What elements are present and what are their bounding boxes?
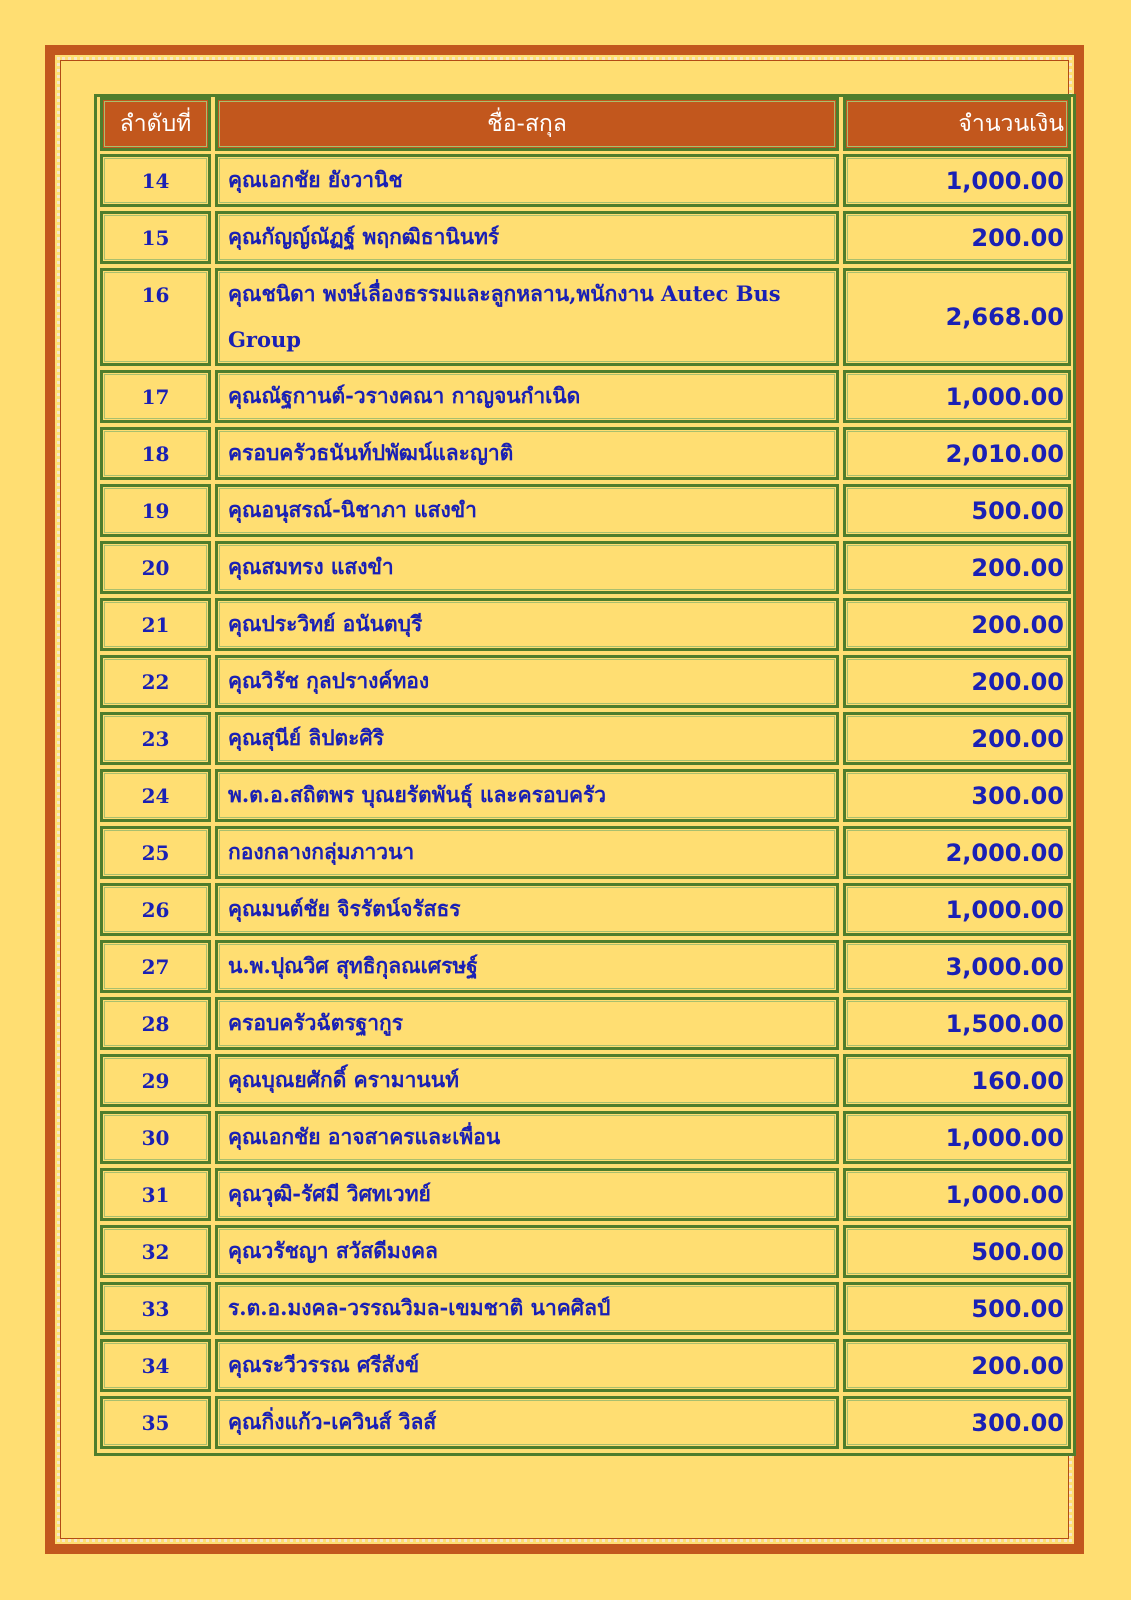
donor-name: คุณเอกชัย อาจสาครและเพื่อน xyxy=(228,1124,501,1149)
table-row xyxy=(97,769,1073,822)
row-number-cell xyxy=(100,883,211,936)
header-cell-amount xyxy=(843,97,1071,151)
table-row xyxy=(97,1168,1073,1221)
row-number: 30 xyxy=(141,1126,170,1150)
table-row xyxy=(97,1339,1073,1392)
donor-name-cell xyxy=(215,370,839,423)
row-number-cell xyxy=(100,370,211,423)
row-number: 27 xyxy=(141,955,170,979)
donor-name: น.พ.ปุณวิศ สุทธิกุลณเศรษฐ์ xyxy=(228,953,478,978)
donor-name: คุณบุณยศักดิ์ ครามานนท์ xyxy=(228,1067,459,1092)
donation-amount-cell xyxy=(843,541,1071,594)
row-number-cell xyxy=(100,712,211,765)
donor-name-cell xyxy=(215,541,839,594)
row-number-cell xyxy=(100,769,211,822)
table-row xyxy=(97,826,1073,879)
donation-amount: 2,010.00 xyxy=(945,439,1064,468)
row-number: 25 xyxy=(141,841,170,865)
donor-name: ครอบครัวฉัตรฐากูร xyxy=(228,1010,403,1035)
table-row xyxy=(97,940,1073,993)
table-row xyxy=(97,1111,1073,1164)
row-number-cell xyxy=(100,1225,211,1278)
donor-name-cell xyxy=(215,940,839,993)
donor-name-cell xyxy=(215,1396,839,1449)
donation-amount-cell xyxy=(843,712,1071,765)
table-row xyxy=(97,712,1073,765)
donor-name: คุณวรัชญา สวัสดีมงคล xyxy=(228,1238,438,1263)
donation-amount-cell xyxy=(843,370,1071,423)
donation-amount-cell xyxy=(843,598,1071,651)
donor-name-cell xyxy=(215,211,839,264)
table-row xyxy=(97,883,1073,936)
donation-amount-cell xyxy=(843,1225,1071,1278)
donation-amount: 500.00 xyxy=(971,1237,1064,1266)
row-number-cell xyxy=(100,541,211,594)
row-number-cell xyxy=(100,997,211,1050)
row-number-cell xyxy=(100,1168,211,1221)
table-row xyxy=(97,370,1073,423)
table-header-row xyxy=(97,97,1073,151)
donor-name-cell xyxy=(215,769,839,822)
donor-name: คุณกัญญ์ณัฏฐ์ พฤกฒิธานินทร์ xyxy=(228,224,500,249)
donation-amount: 2,668.00 xyxy=(945,303,1064,331)
donation-amount-cell xyxy=(843,1111,1071,1164)
donor-name: คุณวิรัช กุลปรางค์ทอง xyxy=(228,668,430,693)
donation-amount: 1,000.00 xyxy=(945,895,1064,924)
row-number-cell xyxy=(100,484,211,537)
donor-name-cell xyxy=(215,427,839,480)
row-number-cell xyxy=(100,268,211,366)
donation-amount-cell xyxy=(843,883,1071,936)
row-number-cell xyxy=(100,1054,211,1107)
row-number-cell xyxy=(100,154,211,207)
donor-name: คุณเอกชัย ยังวานิช xyxy=(228,167,403,192)
table-row xyxy=(97,655,1073,708)
donor-name: ครอบครัวธนันท์ปพัฒน์และญาติ xyxy=(228,440,514,465)
donor-name: คุณณัฐกานต์-วรางคณา กาญจนกำเนิด xyxy=(228,383,581,408)
donation-amount-cell xyxy=(843,769,1071,822)
donor-name-cell xyxy=(215,883,839,936)
donation-amount: 160.00 xyxy=(971,1066,1064,1095)
table-row xyxy=(97,427,1073,480)
table-row xyxy=(97,1225,1073,1278)
row-number: 18 xyxy=(141,442,170,466)
donation-amount-cell xyxy=(843,154,1071,207)
table-row xyxy=(97,268,1073,366)
row-number-cell xyxy=(100,598,211,651)
row-number-cell xyxy=(100,1111,211,1164)
donation-amount: 1,000.00 xyxy=(945,1180,1064,1209)
donation-amount: 200.00 xyxy=(971,667,1064,696)
row-number: 15 xyxy=(141,226,170,250)
donation-amount-cell xyxy=(843,484,1071,537)
donor-name-cell xyxy=(215,655,839,708)
donation-amount-cell xyxy=(843,268,1071,366)
header-amount-label: จำนวนเงิน xyxy=(958,111,1064,137)
row-number: 24 xyxy=(141,784,170,808)
row-number: 34 xyxy=(141,1354,170,1378)
table-row xyxy=(97,484,1073,537)
row-number-cell xyxy=(100,940,211,993)
row-number: 31 xyxy=(141,1183,170,1207)
donation-amount: 200.00 xyxy=(971,610,1064,639)
donation-amount: 1,500.00 xyxy=(945,1009,1064,1038)
donor-name-cell xyxy=(215,268,839,366)
row-number-cell xyxy=(100,1396,211,1449)
donor-name: คุณสุนีย์ ลิปตะศิริ xyxy=(228,725,385,750)
donation-amount: 200.00 xyxy=(971,223,1064,252)
row-number: 29 xyxy=(141,1069,170,1093)
donor-name-cell xyxy=(215,598,839,651)
donor-name: คุณกิ่งแก้ว-เควินส์ วิลส์ xyxy=(228,1409,437,1434)
row-number: 21 xyxy=(141,613,170,637)
row-number-cell xyxy=(100,655,211,708)
donor-name-cell xyxy=(215,154,839,207)
donor-name: คุณอนุสรณ์-นิชาภา แสงขำ xyxy=(228,497,477,522)
row-number-cell xyxy=(100,211,211,264)
donation-amount-cell xyxy=(843,427,1071,480)
donation-amount-cell xyxy=(843,1396,1071,1449)
row-number: 33 xyxy=(141,1297,170,1321)
table-row xyxy=(97,997,1073,1050)
row-number: 32 xyxy=(141,1240,170,1264)
donation-amount: 300.00 xyxy=(971,781,1064,810)
donor-name-cell xyxy=(215,1339,839,1392)
donation-amount-cell xyxy=(843,1282,1071,1335)
donor-name: กองกลางกลุ่มภาวนา xyxy=(228,839,415,864)
header-cell-order xyxy=(100,97,211,151)
donation-amount: 2,000.00 xyxy=(945,838,1064,867)
row-number: 20 xyxy=(141,556,170,580)
donor-name-cell xyxy=(215,997,839,1050)
donor-name-cell xyxy=(215,1111,839,1164)
table-row xyxy=(97,154,1073,207)
donor-name: ร.ต.อ.มงคล-วรรณวิมล-เขมชาติ นาคศิลป์ xyxy=(228,1295,611,1320)
table-row xyxy=(97,541,1073,594)
donor-name-cell xyxy=(215,826,839,879)
row-number: 35 xyxy=(141,1411,170,1435)
donation-amount: 1,000.00 xyxy=(945,382,1064,411)
row-number: 22 xyxy=(141,670,170,694)
donor-name: คุณมนต์ชัย จิรรัตน์จรัสธร xyxy=(228,896,461,921)
row-number-cell xyxy=(100,826,211,879)
donor-name-cell xyxy=(215,1225,839,1278)
donation-amount-cell xyxy=(843,655,1071,708)
donation-amount-cell xyxy=(843,1339,1071,1392)
donation-amount: 500.00 xyxy=(971,1294,1064,1323)
donor-name-cell xyxy=(215,1168,839,1221)
row-number: 16 xyxy=(141,283,170,307)
donation-amount-cell xyxy=(843,940,1071,993)
donation-amount: 500.00 xyxy=(971,496,1064,525)
row-number: 23 xyxy=(141,727,170,751)
donor-name: คุณประวิทย์ อนันตบุรี xyxy=(228,611,423,636)
donor-name: คุณชนิดา พงษ์เลื่องธรรมและลูกหลาน,พนักงาน Autec Bus Group xyxy=(228,281,781,352)
donation-amount: 3,000.00 xyxy=(945,952,1064,981)
row-number-cell xyxy=(100,427,211,480)
donation-amount: 1,000.00 xyxy=(945,1123,1064,1152)
donation-table xyxy=(94,94,1076,1456)
header-order-label: ลำดับที่ xyxy=(119,111,192,137)
table-row xyxy=(97,1054,1073,1107)
row-number: 19 xyxy=(141,499,170,523)
donation-amount-cell xyxy=(843,997,1071,1050)
donation-amount: 200.00 xyxy=(971,553,1064,582)
donation-amount: 200.00 xyxy=(971,724,1064,753)
donation-amount-cell xyxy=(843,1168,1071,1221)
row-number-cell xyxy=(100,1339,211,1392)
donation-amount-cell xyxy=(843,1054,1071,1107)
donation-amount: 300.00 xyxy=(971,1408,1064,1437)
donor-name: คุณสมทรง แสงขำ xyxy=(228,554,394,579)
row-number: 17 xyxy=(141,385,170,409)
row-number: 26 xyxy=(141,898,170,922)
row-number: 14 xyxy=(141,169,170,193)
header-name-label: ชื่อ-สกุล xyxy=(487,111,567,137)
row-number: 28 xyxy=(141,1012,170,1036)
donation-amount-cell xyxy=(843,826,1071,879)
table-row xyxy=(97,1396,1073,1449)
header-cell-name xyxy=(215,97,839,151)
donation-amount-cell xyxy=(843,211,1071,264)
donor-name-cell xyxy=(215,712,839,765)
table-row xyxy=(97,598,1073,651)
donor-name-cell xyxy=(215,1054,839,1107)
donation-amount: 200.00 xyxy=(971,1351,1064,1380)
table-row xyxy=(97,1282,1073,1335)
donation-amount: 1,000.00 xyxy=(945,166,1064,195)
row-number-cell xyxy=(100,1282,211,1335)
donor-name: คุณระวีวรรณ ศรีสังข์ xyxy=(228,1352,420,1377)
table-row xyxy=(97,211,1073,264)
donor-name: พ.ต.อ.สถิตพร บุณยรัตพันธุ์ และครอบครัว xyxy=(228,782,607,807)
donor-name: คุณวุฒิ-รัศมี วิศทเวทย์ xyxy=(228,1181,431,1206)
donor-name-cell xyxy=(215,484,839,537)
donor-name-cell xyxy=(215,1282,839,1335)
